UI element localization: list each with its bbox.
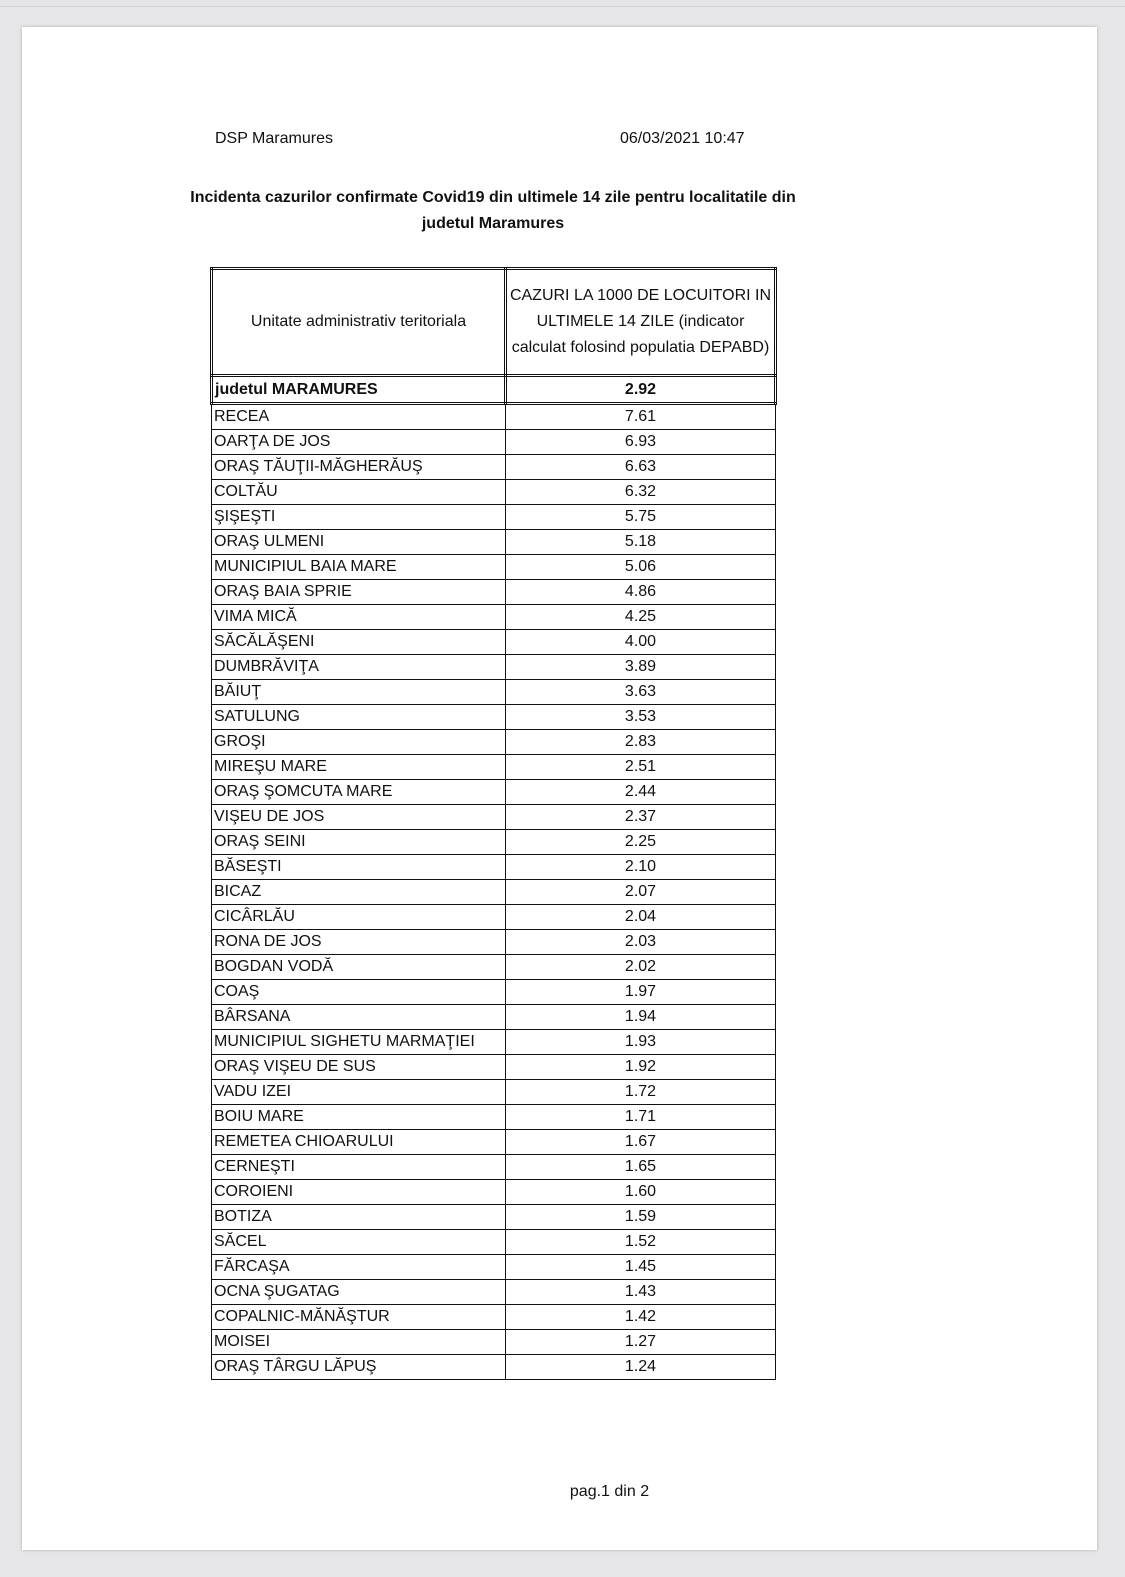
table-row bbox=[212, 555, 776, 580]
table-header-row bbox=[212, 269, 776, 376]
locality-value: 3.53 bbox=[506, 705, 776, 730]
locality-value: 1.94 bbox=[506, 1005, 776, 1030]
table-row bbox=[212, 805, 776, 830]
locality-name: CERNEŞTI bbox=[212, 1155, 506, 1180]
locality-name: GROŞI bbox=[212, 730, 506, 755]
locality-value: 5.06 bbox=[506, 555, 776, 580]
locality-value: 4.86 bbox=[506, 580, 776, 605]
locality-value: 1.67 bbox=[506, 1130, 776, 1155]
table-row bbox=[212, 930, 776, 955]
locality-name: ORAŞ ULMENI bbox=[212, 530, 506, 555]
locality-name: RONA DE JOS bbox=[212, 930, 506, 955]
locality-name: SATULUNG bbox=[212, 705, 506, 730]
table-row bbox=[212, 680, 776, 705]
locality-value: 2.02 bbox=[506, 955, 776, 980]
report-datetime: 06/03/2021 10:47 bbox=[620, 130, 745, 147]
table-row bbox=[212, 1055, 776, 1080]
table-row bbox=[212, 1230, 776, 1255]
locality-name: CICÂRLĂU bbox=[212, 905, 506, 930]
locality-value: 1.43 bbox=[506, 1280, 776, 1305]
source-label: DSP Maramures bbox=[215, 130, 333, 147]
locality-name: MUNICIPIUL SIGHETU MARMAŢIEI bbox=[212, 1030, 506, 1055]
locality-value: 2.37 bbox=[506, 805, 776, 830]
locality-name: ORAŞ TÂRGU LĂPUŞ bbox=[212, 1355, 506, 1380]
table-row bbox=[212, 780, 776, 805]
locality-value: 1.42 bbox=[506, 1305, 776, 1330]
table-row bbox=[212, 1130, 776, 1155]
table-row bbox=[212, 1155, 776, 1180]
locality-name: OARŢA DE JOS bbox=[212, 430, 506, 455]
locality-name: DUMBRĂVIŢA bbox=[212, 655, 506, 680]
locality-value: 2.04 bbox=[506, 905, 776, 930]
locality-name: COPALNIC-MĂNĂŞTUR bbox=[212, 1305, 506, 1330]
locality-name: FĂRCAŞA bbox=[212, 1255, 506, 1280]
locality-name: BOIU MARE bbox=[212, 1105, 506, 1130]
table-row bbox=[212, 480, 776, 505]
locality-name: COLTĂU bbox=[212, 480, 506, 505]
locality-value: 1.59 bbox=[506, 1205, 776, 1230]
locality-name: SĂCEL bbox=[212, 1230, 506, 1255]
locality-name: ORAŞ SEINI bbox=[212, 830, 506, 855]
table-row bbox=[212, 630, 776, 655]
locality-value: 2.25 bbox=[506, 830, 776, 855]
locality-name: COAŞ bbox=[212, 980, 506, 1005]
locality-name: BĂSEŞTI bbox=[212, 855, 506, 880]
table-row bbox=[212, 830, 776, 855]
window-edge bbox=[0, 6, 1125, 7]
locality-name: VIMA MICĂ bbox=[212, 605, 506, 630]
table-row bbox=[212, 430, 776, 455]
table-row bbox=[212, 1280, 776, 1305]
locality-value: 7.61 bbox=[506, 404, 776, 430]
table-row bbox=[212, 404, 776, 430]
table-row bbox=[212, 455, 776, 480]
locality-value: 5.75 bbox=[506, 505, 776, 530]
locality-value: 1.27 bbox=[506, 1330, 776, 1355]
locality-value: 4.25 bbox=[506, 605, 776, 630]
column-header-unit: Unitate administrativ teritoriala bbox=[212, 269, 506, 376]
locality-value: 1.45 bbox=[506, 1255, 776, 1280]
locality-name: ŞIŞEŞTI bbox=[212, 505, 506, 530]
table-row bbox=[212, 980, 776, 1005]
page-number: pag.1 din 2 bbox=[569, 1483, 650, 1500]
table-row bbox=[212, 1205, 776, 1230]
column-header-rate: CAZURI LA 1000 DE LOCUITORI IN ULTIMELE 14 ZILE (indicator calculat folosind populatia DEPABD) bbox=[506, 269, 776, 376]
locality-name: BOTIZA bbox=[212, 1205, 506, 1230]
locality-name: BOGDAN VODĂ bbox=[212, 955, 506, 980]
localities-list bbox=[212, 404, 776, 1380]
table-row bbox=[212, 955, 776, 980]
table-row bbox=[212, 1105, 776, 1130]
locality-name: MUNICIPIUL BAIA MARE bbox=[212, 555, 506, 580]
locality-name: BĂIUŢ bbox=[212, 680, 506, 705]
table-row bbox=[212, 1080, 776, 1105]
table-row bbox=[212, 1180, 776, 1205]
locality-value: 2.44 bbox=[506, 780, 776, 805]
incidence-table bbox=[210, 267, 777, 1380]
table-row bbox=[212, 605, 776, 630]
table-row bbox=[212, 730, 776, 755]
table-row bbox=[212, 1255, 776, 1280]
locality-name: ORAŞ ŞOMCUTA MARE bbox=[212, 780, 506, 805]
document-title: Incidenta cazurilor confirmate Covid19 din ultimele 14 zile pentru localitatile din judetul Maramures bbox=[190, 189, 796, 232]
table-row bbox=[212, 655, 776, 680]
locality-name: MIREŞU MARE bbox=[212, 755, 506, 780]
locality-name: RECEA bbox=[212, 404, 506, 430]
locality-value: 1.71 bbox=[506, 1105, 776, 1130]
locality-value: 1.92 bbox=[506, 1055, 776, 1080]
document-page bbox=[22, 27, 1097, 1550]
locality-value: 2.51 bbox=[506, 755, 776, 780]
locality-value: 6.32 bbox=[506, 480, 776, 505]
locality-value: 1.24 bbox=[506, 1355, 776, 1380]
locality-value: 6.63 bbox=[506, 455, 776, 480]
locality-name: BÂRSANA bbox=[212, 1005, 506, 1030]
table-row bbox=[212, 1305, 776, 1330]
locality-value: 2.10 bbox=[506, 855, 776, 880]
table-row bbox=[212, 905, 776, 930]
locality-name: MOISEI bbox=[212, 1330, 506, 1355]
locality-value: 1.60 bbox=[506, 1180, 776, 1205]
locality-value: 2.83 bbox=[506, 730, 776, 755]
county-name: judetul MARAMURES bbox=[212, 376, 506, 404]
locality-value: 5.18 bbox=[506, 530, 776, 555]
locality-name: REMETEA CHIOARULUI bbox=[212, 1130, 506, 1155]
locality-value: 2.03 bbox=[506, 930, 776, 955]
table-row bbox=[212, 1355, 776, 1380]
table-row bbox=[212, 1330, 776, 1355]
locality-name: OCNA ŞUGATAG bbox=[212, 1280, 506, 1305]
table-row bbox=[212, 855, 776, 880]
table-row bbox=[212, 705, 776, 730]
locality-value: 1.93 bbox=[506, 1030, 776, 1055]
locality-name: ORAŞ TĂUŢII-MĂGHERĂUŞ bbox=[212, 455, 506, 480]
table-row bbox=[212, 530, 776, 555]
table-row bbox=[212, 755, 776, 780]
locality-value: 6.93 bbox=[506, 430, 776, 455]
locality-value: 3.63 bbox=[506, 680, 776, 705]
locality-name: BICAZ bbox=[212, 880, 506, 905]
locality-value: 1.97 bbox=[506, 980, 776, 1005]
county-total-row bbox=[212, 376, 776, 404]
table-row bbox=[212, 1005, 776, 1030]
table-row bbox=[212, 1030, 776, 1055]
locality-value: 1.52 bbox=[506, 1230, 776, 1255]
locality-name: COROIENI bbox=[212, 1180, 506, 1205]
locality-name: ORAŞ VIŞEU DE SUS bbox=[212, 1055, 506, 1080]
table-row bbox=[212, 505, 776, 530]
locality-name: VADU IZEI bbox=[212, 1080, 506, 1105]
locality-value: 3.89 bbox=[506, 655, 776, 680]
locality-name: ORAŞ BAIA SPRIE bbox=[212, 580, 506, 605]
locality-name: VIŞEU DE JOS bbox=[212, 805, 506, 830]
table-row bbox=[212, 580, 776, 605]
table-row bbox=[212, 880, 776, 905]
locality-value: 1.72 bbox=[506, 1080, 776, 1105]
locality-value: 2.07 bbox=[506, 880, 776, 905]
locality-value: 4.00 bbox=[506, 630, 776, 655]
locality-name: SĂCĂLĂŞENI bbox=[212, 630, 506, 655]
locality-value: 1.65 bbox=[506, 1155, 776, 1180]
county-value: 2.92 bbox=[506, 376, 776, 404]
